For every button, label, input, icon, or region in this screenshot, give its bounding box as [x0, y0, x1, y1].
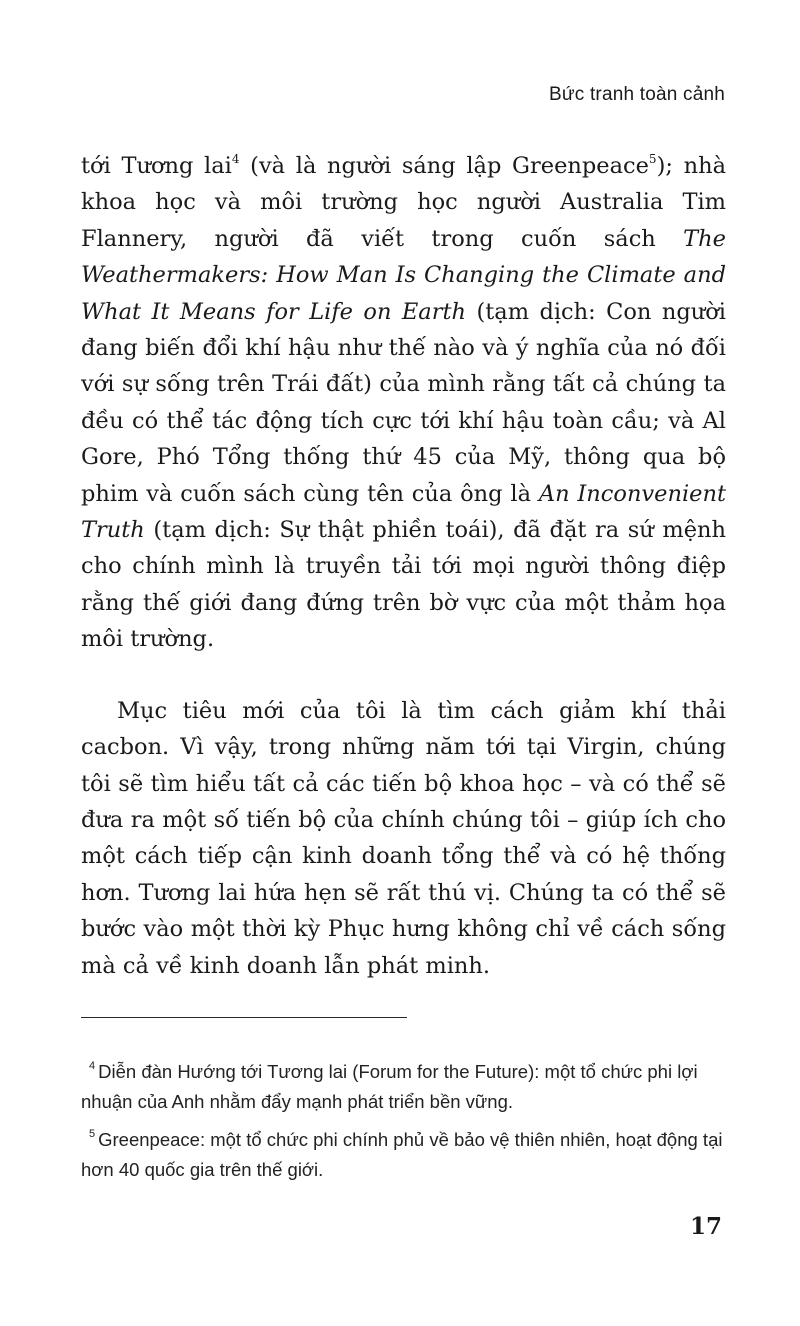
footnote-ref-4: 4	[231, 151, 240, 166]
book-title-inconvenient-truth: An Inconvenient Truth	[81, 480, 726, 544]
book-title-weathermakers: The Weathermakers: How Man Is Changing the Climate and What It Means for Life on Earth	[81, 225, 726, 325]
footnote-5	[81, 1125, 726, 1185]
paragraph-1-text-a: tới Tương lai	[81, 153, 232, 179]
page-number: 17	[689, 1213, 722, 1240]
footnote-4	[81, 1057, 726, 1117]
paragraph-1-text-b: (và là người sáng lập Greenpeace	[239, 153, 649, 179]
paragraph-1	[81, 148, 726, 658]
footnote-ref-5: 5	[648, 151, 657, 166]
paragraph-1-text-e: (tạm dịch: Con người đang biến đổi khí hậu như thế nào và ý nghĩa của nó đối với sự sống trên Trái đất) của mình rằng tất cả chúng ta đều có thể tác động tích cực tới khí hậu toàn cầu; và Al Gore, Phó Tổng thống thứ 45 của Mỹ, thông qua bộ phim và cuốn sách cùng tên của ông là	[81, 298, 726, 507]
footnote-separator	[81, 1017, 407, 1018]
footnote-5-text: Greenpeace: một tổ chức phi chính phủ về bảo vệ thiên nhiên, hoạt động tại hơn 40 quốc gia trên thế giới.	[81, 1129, 723, 1180]
main-text	[81, 148, 726, 984]
footnote-5-marker: 5	[89, 1127, 96, 1140]
running-header: Bức tranh toàn cảnh	[548, 84, 725, 105]
footnotes	[81, 1057, 726, 1185]
footnote-4-text: Diễn đàn Hướng tới Tương lai (Forum for the Future): một tổ chức phi lợi nhuận của Anh nhằm đẩy mạnh phát triển bền vững.	[81, 1061, 698, 1112]
footnote-4-marker: 4	[89, 1059, 96, 1072]
paragraph-1-text-g: (tạm dịch: Sự thật phiền toái), đã đặt ra sứ mệnh cho chính mình là truyền tải tới mọi người thông điệp rằng thế giới đang đứng trên bờ vực của một thảm họa môi trường.	[81, 517, 726, 653]
paragraph-1-text-c: ); nhà khoa học và môi trường học người Australia Tim Flannery, người đã viết trong cuốn sách	[81, 153, 726, 252]
paragraph-2: Mục tiêu mới của tôi là tìm cách giảm khí thải cacbon. Vì vậy, trong những năm tới tại Virgin, chúng tôi sẽ tìm hiểu tất cả các tiến bộ khoa học – và có thể sẽ đưa ra một số tiến bộ của chính chúng tôi – giúp ích cho một cách tiếp cận kinh doanh tổng thể và có hệ thống hơn. Tương lai hứa hẹn sẽ rất thú vị. Chúng ta có thể sẽ bước vào một thời kỳ Phục hưng không chỉ về cách sống mà cả về kinh doanh lẫn phát minh.	[81, 697, 726, 979]
